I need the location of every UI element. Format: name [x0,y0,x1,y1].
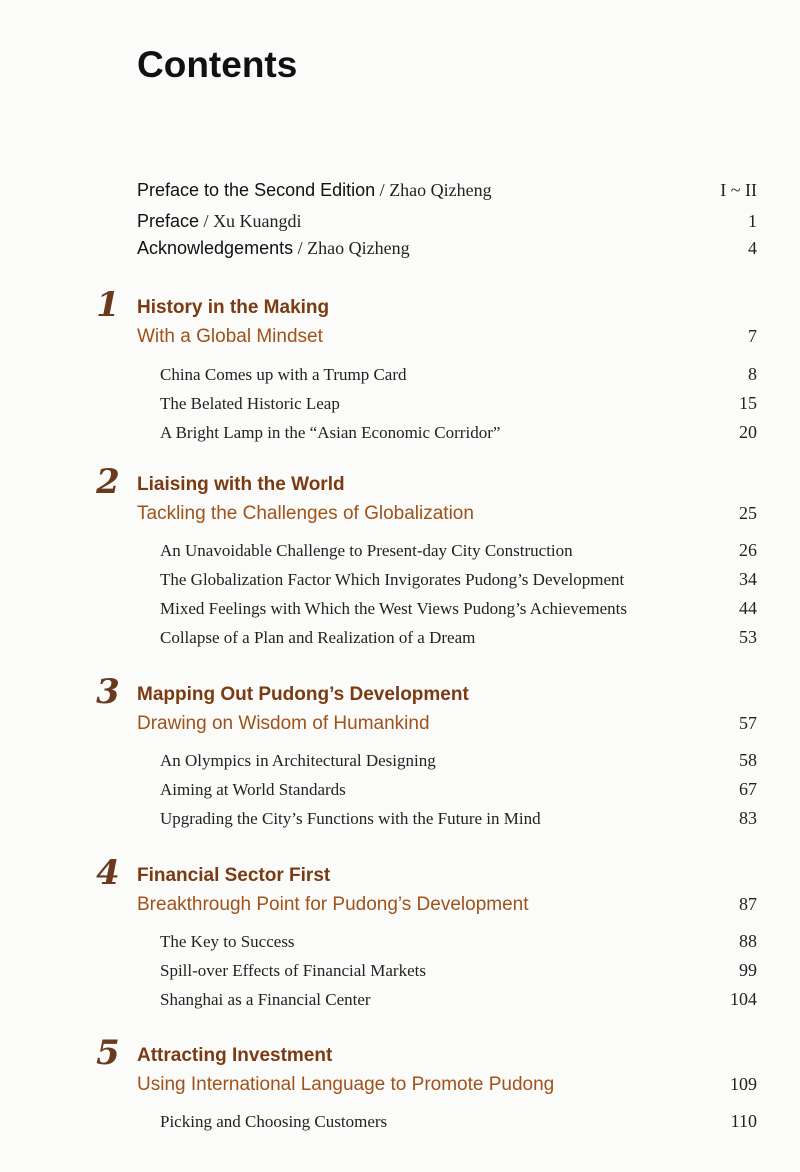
chapter-subtitle: Breakthrough Point for Pudong’s Development [137,894,529,915]
chapter-subtitle-row[interactable] [137,1074,757,1096]
page-number: 34 [739,569,757,589]
front-matter-item[interactable]: Preface to the Second Edition / Zhao Qizheng I ~ II [137,180,757,200]
chapter-subtitle: With a Global Mindset [137,326,323,347]
page-number: 20 [739,422,757,442]
page-number: 57 [739,713,757,733]
page-number: 4 [748,238,757,258]
section-item[interactable] [160,393,757,414]
front-matter-author: Zhao Qizheng [389,180,492,200]
page-number: 110 [730,1111,757,1131]
chapter-subtitle-row[interactable] [137,713,757,735]
page-number: 1 [748,211,757,231]
front-matter-title: Preface [137,211,200,231]
page-title: Contents [137,44,298,85]
section-item[interactable] [160,598,757,619]
page-number: 53 [739,627,757,647]
chapter-subtitle: Drawing on Wisdom of Humankind [137,713,430,734]
page-number: 7 [748,326,757,346]
page-number: 58 [739,750,757,770]
chapter-subtitle-row[interactable] [137,326,757,348]
page-number: 104 [730,989,757,1009]
section-item[interactable] [160,808,757,829]
section-title: The Belated Historic Leap [160,394,340,413]
page-number: I ~ II [720,180,757,200]
front-matter-title: Preface to the Second Edition [137,180,376,200]
section-item[interactable] [160,569,757,590]
chapter-number: 1 [96,285,120,325]
front-matter-title: Acknowledgements [137,238,294,258]
section-title: China Comes up with a Trump Card [160,365,407,384]
page-number: 83 [739,808,757,828]
chapter-subtitle: Using International Language to Promote Pudong [137,1074,555,1095]
section-item[interactable] [160,931,757,952]
section-item[interactable] [160,779,757,800]
section-item[interactable] [160,750,757,771]
section-title: Collapse of a Plan and Realization of a Dream [160,628,476,647]
front-matter-author: Zhao Qizheng [307,238,410,258]
section-title: Picking and Choosing Customers [160,1112,388,1131]
section-title: An Olympics in Architectural Designing [160,751,436,770]
page-number: 67 [739,779,757,799]
section-item[interactable] [160,1111,757,1132]
chapter-title[interactable]: History in the Making [137,297,330,318]
page-number: 99 [739,960,757,980]
front-matter-author: Xu Kuangdi [213,211,302,231]
section-item[interactable] [160,989,757,1010]
section-title: The Key to Success [160,932,295,951]
chapter-title[interactable]: Liaising with the World [137,474,345,495]
page-number: 109 [730,1074,757,1094]
front-matter-item[interactable]: Preface / Xu Kuangdi 1 [137,211,757,231]
section-title: A Bright Lamp in the “Asian Economic Corridor” [160,423,501,442]
section-title: Aiming at World Standards [160,780,346,799]
chapter-number: 5 [96,1033,120,1073]
chapter-number: 4 [96,853,120,893]
section-item[interactable] [160,364,757,385]
chapter-title[interactable]: Mapping Out Pudong’s Development [137,684,469,705]
chapter-number: 3 [96,672,120,712]
section-title: Mixed Feelings with Which the West Views Pudong’s Achievements [160,599,627,618]
front-matter-item[interactable]: Acknowledgements / Zhao Qizheng 4 [137,238,757,258]
chapter-title[interactable]: Financial Sector First [137,865,331,886]
section-item[interactable] [160,540,757,561]
page-number: 26 [739,540,757,560]
chapter-title[interactable]: Attracting Investment [137,1045,333,1066]
chapter-number: 2 [96,462,120,502]
section-title: The Globalization Factor Which Invigorates Pudong’s Development [160,570,625,589]
section-item[interactable] [160,627,757,648]
page-number: 44 [739,598,757,618]
section-title: Shanghai as a Financial Center [160,990,371,1009]
section-title: An Unavoidable Challenge to Present-day City Construction [160,541,573,560]
page-number: 87 [739,894,757,914]
section-item[interactable] [160,960,757,981]
section-title: Upgrading the City’s Functions with the Future in Mind [160,809,541,828]
chapter-subtitle: Tackling the Challenges of Globalization [137,503,474,524]
section-title: Spill-over Effects of Financial Markets [160,961,426,980]
page-number: 88 [739,931,757,951]
page-number: 15 [739,393,757,413]
section-item[interactable] [160,422,757,443]
page-number: 8 [748,364,757,384]
chapter-subtitle-row[interactable] [137,503,757,525]
page-number: 25 [739,503,757,523]
chapter-subtitle-row[interactable] [137,894,757,916]
